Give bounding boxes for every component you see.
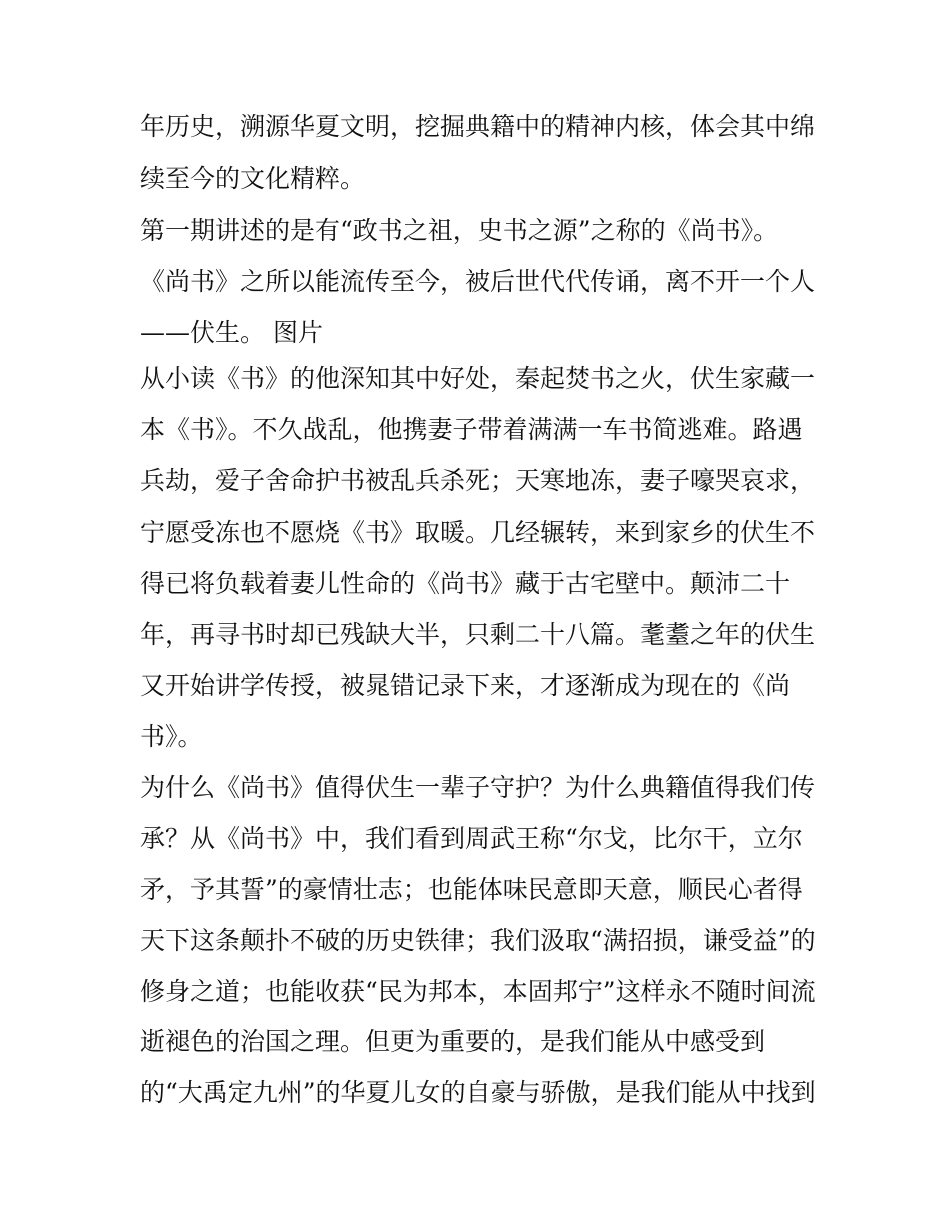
text-line: 年历史，溯源华夏文明，挖掘典籍中的精神内核，体会其中绵	[140, 112, 816, 141]
text-line: 逝褪色的治国之理。但更为重要的，是我们能从中感受到	[140, 1027, 766, 1056]
text-line: 为什么《尚书》值得伏生一辈子守护？为什么典籍值得我们传	[140, 773, 816, 802]
text-line: 续至今的文化精粹。	[140, 164, 366, 193]
text-line: 承？从《尚书》中，我们看到周武王称“尔戈，比尔干，立尔	[140, 824, 803, 853]
text-line: ——伏生。 图片	[140, 318, 323, 347]
text-line: 从小读《书》的他深知其中好处，秦起焚书之火，伏生家藏一	[140, 364, 816, 393]
text-line: 《尚书》之所以能流传至今，被后世代代传诵，离不开一个人	[140, 267, 816, 296]
text-line: 又开始讲学传授，被晁错记录下来，才逐渐成为现在的《尚	[140, 671, 791, 700]
text-line: 宁愿受冻也不愿烧《书》取暖。几经辗转，来到家乡的伏生不	[140, 518, 816, 547]
text-line: 矛，予其誓”的豪情壮志；也能体味民意即天意，顺民心者得	[140, 875, 803, 904]
text-line: 修身之道；也能收获“民为邦本，本固邦宁”这样永不随时间流	[140, 977, 816, 1006]
text-line: 年，再寻书时却已残缺大半，只剩二十八篇。耄耋之年的伏生	[140, 620, 816, 649]
text-line: 天下这条颠扑不破的历史铁律；我们汲取“满招损，谦受益”的	[140, 926, 816, 955]
text-line: 第一期讲述的是有“政书之祖，史书之源”之称的《尚书》。	[140, 216, 779, 245]
text-line: 得已将负载着妻儿性命的《尚书》藏于古宅壁中。颠沛二十	[140, 569, 791, 598]
text-line: 的“大禹定九州”的华夏儿女的自豪与骄傲，是我们能从中找到	[140, 1078, 816, 1107]
text-line: 书》。	[140, 722, 203, 751]
text-line: 本《书》。不久战乱，他携妻子带着满满一车书简逃难。路遇	[140, 415, 803, 444]
text-line: 兵劫，爱子舍命护书被乱兵杀死；天寒地冻，妻子嚎哭哀求，	[140, 466, 816, 495]
